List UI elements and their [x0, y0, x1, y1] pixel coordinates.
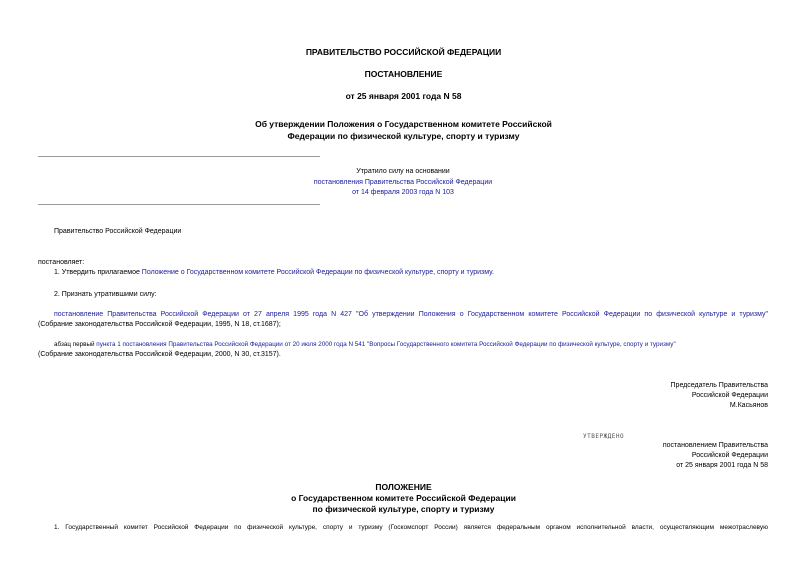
- doc-type-heading: ПОСТАНОВЛЕНИЕ: [364, 69, 443, 79]
- authority-heading: ПРАВИТЕЛЬСТВО РОССИЙСКОЙ ФЕДЕРАЦИИ: [305, 47, 502, 57]
- regulation-subtitle-2: по физической культуре, спорту и туризму: [312, 504, 495, 514]
- item-1-suffix: .: [491, 269, 494, 276]
- approval-line-2: Российской Федерации: [691, 452, 768, 459]
- approval-line-1: постановлением Правительства: [662, 442, 768, 449]
- resolves-text: постановляет:: [38, 259, 85, 266]
- repeal-2-link[interactable]: пункта 1 постановления Правительства Российской Федерации от 20 июля 2000 года N 541 "Вопросы Государственного комитета Российской Федерации по физической культуре, спорту и туризму": [96, 341, 676, 348]
- repeal-2-prefix: абзац первый: [54, 341, 97, 348]
- regulation-subtitle-1: о Государственном комитете Российской Федерации: [291, 493, 516, 503]
- date-number-heading: от 25 января 2001 года N 58: [345, 91, 462, 101]
- approval-line-3: от 25 января 2001 года N 58: [676, 462, 768, 469]
- regulation-clause-1: 1. Государственный комитет Российской Федерации по физической культуре, спорту и туризму (Госкомспорт России) является федеральным органом исполнительной власти, осуществляющим межотраслевую: [54, 524, 768, 531]
- divider-top: [38, 156, 320, 157]
- basis-link-line-1[interactable]: постановления Правительства Российской Федерации: [313, 179, 493, 186]
- repeal-1-link[interactable]: постановление Правительства Российской Федерации от 27 апреля 1995 года N 427 "Об утверждении Положения о Государственном комитете Российской Федерации по физической культуре и туризму": [54, 311, 768, 318]
- item-1-prefix: 1. Утвердить прилагаемое: [54, 269, 142, 276]
- regulation-link[interactable]: Положение о Государственном комитете Российской Федерации по физической культуре, спорту и туризму: [141, 269, 492, 276]
- repeal-2: [54, 341, 768, 348]
- repeal-2-source: (Собрание законодательства Российской Федерации, 2000, N 30, ст.3157).: [38, 351, 281, 358]
- item-1: [54, 269, 494, 276]
- basis-link-line-2[interactable]: от 14 февраля 2003 года N 103: [352, 189, 454, 196]
- lost-force-note: Утратило силу на основании: [356, 168, 450, 175]
- signature-line-1: Председатель Правительства: [670, 382, 768, 389]
- signature-line-2: Российской Федерации: [691, 392, 768, 399]
- signature-name: М.Касьянов: [729, 402, 768, 409]
- repeal-1: [54, 311, 768, 318]
- divider-bottom: [38, 204, 320, 205]
- approval-stamp: УТВЕРЖДЕНО: [583, 433, 625, 440]
- item-2: 2. Признать утратившими силу:: [54, 291, 157, 298]
- title-line-2: Федерации по физической культуре, спорту и туризму: [287, 131, 520, 141]
- title-line-1: Об утверждении Положения о Государственном комитете Российской: [255, 119, 552, 129]
- regulation-title: ПОЛОЖЕНИЕ: [375, 482, 432, 492]
- repeal-1-source: (Собрание законодательства Российской Федерации, 1995, N 18, ст.1687);: [38, 321, 281, 328]
- intro-text: Правительство Российской Федерации: [54, 228, 182, 235]
